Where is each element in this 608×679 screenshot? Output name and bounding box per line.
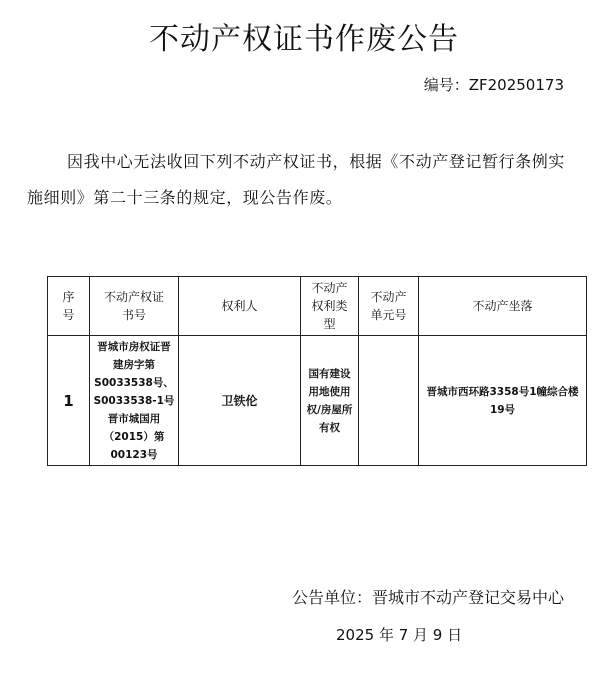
header-holder bbox=[179, 277, 301, 336]
announcement-body: 因我中心无法收回下列不动产权证书，根据《不动产登记暂行条例实施细则》第二十三条的规定，现公告作废。 bbox=[27, 152, 566, 207]
cell-seq: 1 bbox=[48, 336, 90, 466]
cell-location bbox=[419, 336, 587, 466]
header-cert-no bbox=[90, 277, 179, 336]
header-seq bbox=[48, 277, 90, 336]
header-unit-no bbox=[359, 277, 419, 336]
cell-unit-no bbox=[359, 336, 419, 466]
cell-cert-no-text: 晋城市房权证晋建房字第S0033538号、S0033538-1号晋市城国用（2015）第00123号 bbox=[93, 340, 175, 461]
header-right-type bbox=[301, 277, 359, 336]
certificate-table bbox=[47, 276, 587, 466]
header-cert-no-label: 不动产权证书号 bbox=[103, 290, 164, 322]
cell-right-type-text: 国有建设用地使用权/房屋所有权 bbox=[306, 367, 353, 434]
certificate-table-container bbox=[47, 276, 587, 466]
cell-cert-no bbox=[90, 336, 179, 466]
header-right-type-label: 不动产权利类型 bbox=[311, 281, 348, 331]
header-unit-no-label: 不动产单元号 bbox=[370, 290, 407, 322]
header-location bbox=[419, 277, 587, 336]
header-holder-label: 权利人 bbox=[221, 299, 258, 313]
cell-right-type bbox=[301, 336, 359, 466]
header-seq-label: 序号 bbox=[62, 290, 75, 322]
cell-holder: 卫铁伦 bbox=[179, 336, 301, 466]
table-row bbox=[48, 336, 587, 466]
cell-location-text: 晋城市西环路3358号1幢综合楼19号 bbox=[426, 385, 579, 416]
issuing-unit: 公告单位：晋城市不动产登记交易中心 bbox=[291, 588, 564, 607]
document-title: 不动产权证书作废公告 bbox=[149, 22, 459, 57]
header-location-label: 不动产坐落 bbox=[472, 299, 533, 313]
issue-date: 2025 年 7 月 9 日 bbox=[336, 626, 463, 644]
table-header-row bbox=[48, 277, 587, 336]
document-number: 编号：ZF20250173 bbox=[423, 76, 564, 94]
